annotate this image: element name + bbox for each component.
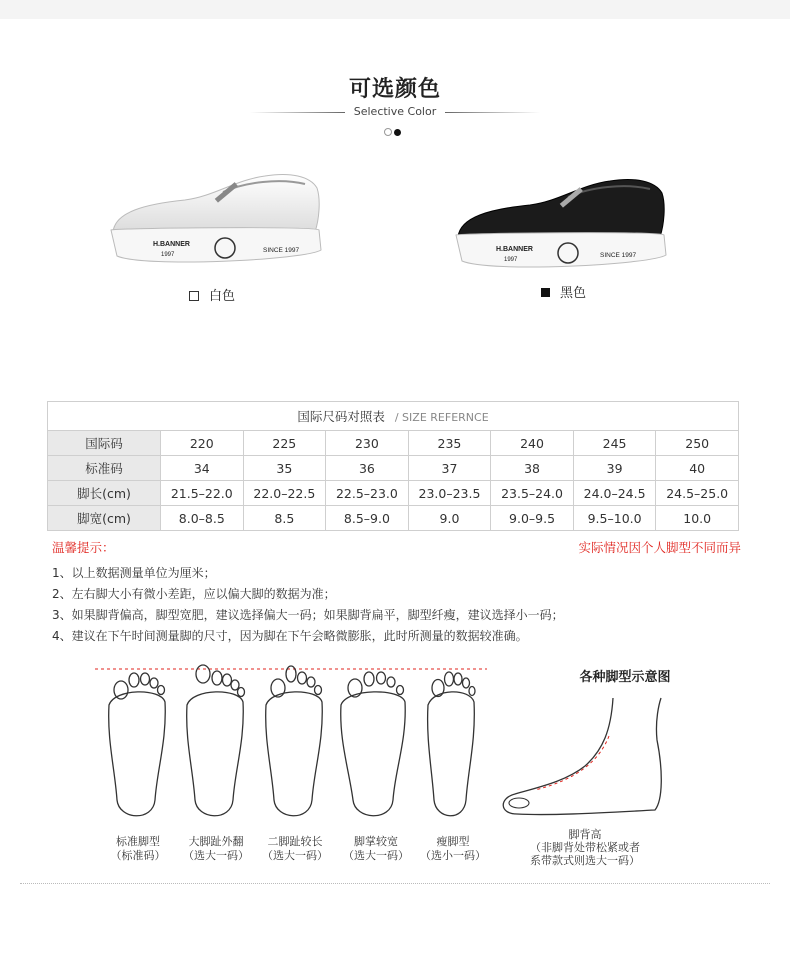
shoe-year-text: 1997 xyxy=(161,252,175,258)
foot-type-name: 大脚趾外翻 xyxy=(188,835,244,848)
black-shoe-image xyxy=(450,165,680,280)
table-cell: 240 xyxy=(491,431,574,456)
table-cell: 37 xyxy=(408,456,491,481)
shoe-year-text: 1997 xyxy=(504,257,518,263)
foot-type-advice: （选大一码） xyxy=(262,849,328,862)
shoe-brand-text: H.BANNER xyxy=(496,246,533,253)
table-row xyxy=(48,431,739,456)
table-cell: 225 xyxy=(243,431,326,456)
foot-type-name: 标准脚型 xyxy=(116,835,160,848)
table-cell: 8.5 xyxy=(243,506,326,531)
table-cell: 35 xyxy=(243,456,326,481)
table-cell: 230 xyxy=(326,431,409,456)
foot-types-title: 各种脚型示意图 xyxy=(579,670,671,685)
table-cell: 38 xyxy=(491,456,574,481)
table-cell: 9.0 xyxy=(408,506,491,531)
color-option-black[interactable] xyxy=(541,282,586,301)
size-table-header xyxy=(48,402,739,431)
tip-item: 2、左右脚大小有微小差距，应以偏大脚的数据为准； xyxy=(52,587,336,601)
carousel-dots xyxy=(383,121,402,140)
table-cell: 220 xyxy=(161,431,244,456)
table-row xyxy=(48,456,739,481)
table-cell: 34 xyxy=(161,456,244,481)
table-cell: 22.0–22.5 xyxy=(243,481,326,506)
size-table-title: 国际尺码对照表 xyxy=(297,409,385,424)
foot-type-name: 二脚趾较长 xyxy=(267,835,323,848)
dot-inactive[interactable] xyxy=(384,128,392,136)
table-cell: 9.0–9.5 xyxy=(491,506,574,531)
row-label: 国际码 xyxy=(48,431,161,456)
table-cell: 21.5–22.0 xyxy=(161,481,244,506)
shoe-since-text: SINCE 1997 xyxy=(263,247,300,254)
foot-caption-wide xyxy=(336,835,416,863)
table-cell: 9.5–10.0 xyxy=(573,506,656,531)
table-cell: 245 xyxy=(573,431,656,456)
table-row xyxy=(48,481,739,506)
foot-slim-icon xyxy=(428,672,475,816)
table-cell: 23.5–24.0 xyxy=(491,481,574,506)
foot-caption-second-toe xyxy=(255,835,335,863)
table-cell: 40 xyxy=(656,456,739,481)
arch-caption xyxy=(500,828,670,867)
black-swatch-icon xyxy=(541,288,550,297)
table-cell: 24.5–25.0 xyxy=(656,481,739,506)
foot-type-advice: （选大一码） xyxy=(343,849,409,862)
tips-list xyxy=(52,563,564,647)
shoe-since-text: SINCE 1997 xyxy=(600,252,637,259)
tip-item: 4、建议在下午时间测量脚的尺寸，因为脚在下午会略微膨胀，此时所测量的数据较准确。 xyxy=(52,629,528,643)
warm-tip-label: 温馨提示： xyxy=(52,540,115,555)
table-cell: 10.0 xyxy=(656,506,739,531)
table-cell: 8.0–8.5 xyxy=(161,506,244,531)
white-swatch-icon xyxy=(189,291,199,301)
size-table xyxy=(47,401,739,531)
color-name-black: 黑色 xyxy=(560,286,587,301)
foot-type-name: 脚掌较宽 xyxy=(354,835,398,848)
white-shoe-image xyxy=(105,160,335,275)
foot-bunion-icon xyxy=(187,665,245,816)
color-option-white[interactable] xyxy=(189,285,235,304)
arch-title: 脚背高 xyxy=(568,828,602,841)
row-label: 标准码 xyxy=(48,456,161,481)
foot-standard-icon xyxy=(109,673,166,816)
table-cell: 22.5–23.0 xyxy=(326,481,409,506)
table-cell: 23.0–23.5 xyxy=(408,481,491,506)
tip-item: 1、以上数据测量单位为厘米； xyxy=(52,566,216,580)
row-label: 脚宽(cm) xyxy=(48,506,161,531)
bottom-divider xyxy=(20,883,770,884)
top-band xyxy=(0,0,790,19)
foot-second-toe-icon xyxy=(266,666,323,816)
shoe-brand-text: H.BANNER xyxy=(153,241,190,248)
foot-caption-bunion xyxy=(176,835,256,863)
table-cell: 235 xyxy=(408,431,491,456)
foot-type-advice: （选小一码） xyxy=(420,849,486,862)
row-label: 脚长(cm) xyxy=(48,481,161,506)
arch-advice-line: 系带款式则选大一码） xyxy=(530,854,640,867)
foot-shapes-diagram xyxy=(95,660,495,830)
color-name-white: 白色 xyxy=(209,289,236,304)
individual-note: 实际情况因个人脚型不同而异 xyxy=(578,540,741,555)
tip-item: 3、如果脚背偏高，脚型宽肥，建议选择偏大一码；如果脚背扁平，脚型纤瘦，建议选择小一码； xyxy=(52,608,564,622)
dot-active[interactable] xyxy=(394,129,401,136)
table-cell: 8.5–9.0 xyxy=(326,506,409,531)
table-cell: 250 xyxy=(656,431,739,456)
size-table-subtitle: / SIZE REFERNCE xyxy=(394,411,489,424)
section-title: 可选颜色 xyxy=(348,77,441,102)
arch-dashed-line xyxy=(535,736,609,790)
section-subtitle: Selective Color xyxy=(353,105,437,118)
table-cell: 36 xyxy=(326,456,409,481)
arch-advice-line: （非脚背处带松紧或者 xyxy=(530,841,640,854)
foot-arch-side-icon xyxy=(495,690,675,825)
foot-caption-standard xyxy=(98,835,178,863)
table-row xyxy=(48,506,739,531)
foot-type-name: 瘦脚型 xyxy=(436,835,470,848)
table-cell: 39 xyxy=(573,456,656,481)
foot-wide-icon xyxy=(341,672,405,816)
foot-type-advice: （标准码） xyxy=(110,849,166,862)
foot-type-advice: （选大一码） xyxy=(183,849,249,862)
table-cell: 24.0–24.5 xyxy=(573,481,656,506)
foot-caption-slim xyxy=(413,835,493,863)
